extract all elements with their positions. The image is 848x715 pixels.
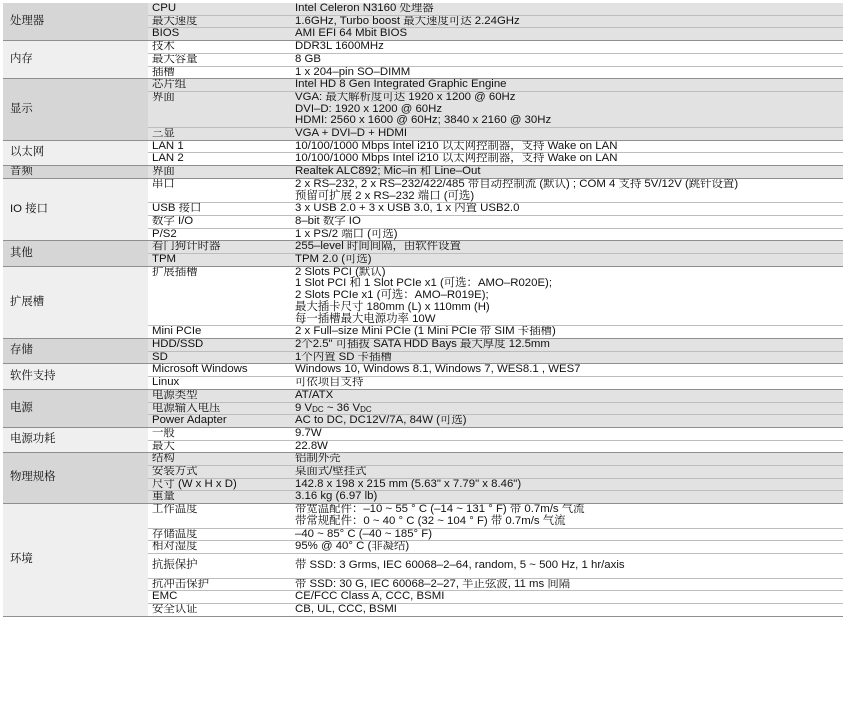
spec-value [291, 203, 843, 216]
spec-value [291, 591, 843, 604]
spec-value-text [295, 92, 840, 127]
spec-key-text: 结构 [152, 452, 175, 465]
spec-key-text: P/S2 [152, 228, 177, 240]
spec-value-text [295, 554, 840, 578]
spec-row [3, 241, 843, 254]
spec-value-text [295, 241, 840, 253]
spec-key-text: Linux [152, 376, 180, 389]
spec-value-line: 带常规配件：0 ~ 40 ° C (32 ~ 104 ° F) 带 0.7m/s 气流 [295, 514, 566, 527]
spec-value [291, 364, 843, 377]
spec-value-line: 1.6GHz, Turbo boost 最大速度可达 2.24GHz [295, 15, 520, 27]
spec-key [148, 66, 291, 79]
spec-value-line: VGA + DVI–D + HDMI [295, 127, 408, 140]
spec-value-text [295, 3, 840, 15]
spec-table [3, 3, 843, 617]
spec-value [291, 166, 843, 179]
spec-key-text: 安全认证 [152, 603, 198, 616]
spec-value [291, 504, 843, 528]
spec-value [291, 128, 843, 141]
section-label: 音频 [3, 166, 148, 179]
spec-row [3, 178, 843, 202]
spec-value-text [295, 16, 840, 28]
spec-key [148, 203, 291, 216]
spec-value-line: Intel HD 8 Gen Integrated Graphic Engine [295, 78, 507, 91]
spec-value [291, 140, 843, 153]
spec-row [3, 389, 843, 402]
spec-value-text [295, 579, 840, 591]
spec-value-line: AT/ATX [295, 389, 334, 401]
spec-value [291, 389, 843, 402]
spec-value-line: 22.8W [295, 440, 328, 452]
spec-key [148, 415, 291, 428]
spec-key-text: TPM [152, 253, 177, 266]
spec-value [291, 3, 843, 15]
spec-value-text [295, 166, 840, 178]
spec-value-text [295, 504, 840, 527]
spec-key-text: 最大容量 [152, 53, 198, 65]
spec-value [291, 241, 843, 254]
spec-value [291, 415, 843, 428]
spec-key [148, 364, 291, 377]
spec-value [291, 541, 843, 554]
spec-key-text: LAN 2 [152, 152, 184, 165]
spec-value-line: 8 GB [295, 53, 321, 65]
spec-value-line: DDR3L 1600MHz [295, 40, 384, 53]
spec-key-text: 安装方式 [152, 465, 198, 478]
spec-value-line: 10/100/1000 Mbps Intel i210 以太网控制器，支持 Wake on LAN [295, 140, 618, 152]
spec-value-text [295, 591, 840, 603]
spec-key-text: LAN 1 [152, 140, 184, 152]
spec-key [148, 28, 291, 41]
spec-value-line: 142.8 x 198 x 215 mm (5.63" x 7.79" x 8.46") [295, 478, 522, 490]
spec-key [148, 228, 291, 241]
spec-key [148, 338, 291, 351]
spec-value-text [295, 466, 840, 478]
spec-key-text: 电源输入电压 [152, 402, 221, 414]
spec-value [291, 338, 843, 351]
section-label: IO 接口 [3, 178, 148, 241]
spec-key-text: 最大速度 [152, 15, 198, 27]
spec-value-line: 每一插槽最大电源功率 10W [295, 312, 436, 325]
spec-value-text [295, 153, 840, 165]
spec-key [148, 377, 291, 390]
spec-value-line: 预留可扩展 2 x RS–232 端口 (可选) [295, 189, 475, 202]
section-label: 物理规格 [3, 453, 148, 504]
spec-value [291, 28, 843, 41]
spec-value-line: 1 Slot PCI 和 1 Slot PCIe x1 (可选：AMO–R020E); [295, 277, 553, 290]
voltage-subscript: DC [360, 404, 372, 414]
voltage-subscript: DC [312, 404, 324, 414]
spec-value-line: 3 x USB 2.0 + 3 x USB 3.0, 1 x 内置 USB2.0 [295, 202, 520, 215]
spec-key [148, 453, 291, 466]
spec-value-text [295, 28, 840, 40]
spec-value-line: 带 SSD: 3 Grms, IEC 60068–2–64, random, 5 ~ 500 Hz, 1 hr/axis [295, 558, 625, 571]
spec-value-line: 1 x 204–pin SO–DIMM [295, 66, 411, 78]
spec-key [148, 79, 291, 92]
spec-key-text: 存储温度 [152, 528, 198, 540]
spec-value-text [295, 453, 840, 465]
spec-key-text: 界面 [152, 91, 175, 103]
spec-key [148, 427, 291, 440]
spec-key [148, 91, 291, 127]
spec-key [148, 578, 291, 591]
spec-value-text [295, 267, 840, 326]
voltage-text: 9 V [295, 402, 313, 414]
spec-key-text: 插槽 [152, 66, 175, 78]
spec-value-line: 2 Slots PCI (默认) [295, 266, 386, 278]
spec-value-text [295, 67, 840, 79]
spec-key [148, 504, 291, 528]
spec-value [291, 453, 843, 466]
spec-value-line: CB, UL, CCC, BSMI [295, 603, 397, 616]
spec-row [3, 140, 843, 153]
spec-value-line: 铝制外壳 [295, 452, 341, 465]
spec-key [148, 3, 291, 15]
spec-value-line: VGA: 最大解析度可达 1920 x 1200 @ 60Hz [295, 91, 516, 103]
section-label: 其他 [3, 241, 148, 266]
spec-key [148, 351, 291, 364]
spec-value [291, 377, 843, 390]
spec-value [291, 578, 843, 591]
spec-key [148, 266, 291, 326]
spec-key-text: 重量 [152, 490, 175, 503]
spec-key [148, 440, 291, 453]
spec-value-text [295, 216, 840, 228]
spec-value-text [295, 529, 840, 541]
spec-value-line: Realtek ALC892; Mic–in 和 Line–Out [295, 165, 481, 178]
spec-value [291, 228, 843, 241]
spec-value-text [295, 179, 840, 202]
spec-key-text: 抗冲击保护 [152, 578, 209, 590]
spec-value [291, 266, 843, 326]
spec-row [3, 166, 843, 179]
spec-row [3, 41, 843, 54]
spec-value-line: 2个2.5" 可插拔 SATA HDD Bays 最大厚度 12.5mm [295, 338, 550, 350]
spec-key-text: 看门狗计时器 [152, 240, 221, 253]
spec-row [3, 79, 843, 92]
spec-key [148, 15, 291, 28]
spec-value-line: 带 SSD: 30 G, IEC 60068–2–27, 半正弦波, 11 ms 间隔 [295, 578, 571, 590]
spec-value-line: 2 Slots PCIe x1 (可选：AMO–R019E); [295, 289, 489, 302]
spec-key-text: 数字 I/O [152, 215, 194, 227]
section-label: 内存 [3, 41, 148, 79]
spec-value [291, 427, 843, 440]
spec-key [148, 166, 291, 179]
spec-value [291, 153, 843, 166]
spec-value [291, 53, 843, 66]
spec-value-text [295, 390, 840, 402]
spec-key-text: HDD/SSD [152, 338, 204, 350]
spec-key [148, 215, 291, 228]
section-label: 电源功耗 [3, 427, 148, 452]
spec-key-text: 抗振保护 [152, 558, 198, 571]
spec-key [148, 491, 291, 504]
spec-key-text: 电源类型 [152, 389, 198, 401]
spec-row [3, 453, 843, 466]
spec-value-line: AMI EFI 64 Mbit BIOS [295, 27, 408, 40]
spec-value-line: 最大插卡尺寸 180mm (L) x 110mm (H) [295, 300, 490, 313]
spec-value-line: 9.7W [295, 427, 322, 439]
spec-value-text [295, 364, 840, 376]
spec-row [3, 364, 843, 377]
spec-value-line: 1个内置 SD 卡插槽 [295, 351, 392, 363]
spec-value-line: 2 x RS–232, 2 x RS–232/422/485 带自动控制流 (默认) ; COM 4 支持 5V/12V (跳针设置) [295, 178, 739, 190]
spec-key-text: 三显 [152, 127, 175, 140]
spec-value [291, 351, 843, 364]
spec-key-text: 扩展插槽 [152, 266, 198, 278]
spec-key [148, 478, 291, 491]
spec-value-text [295, 491, 840, 503]
spec-value-text [295, 203, 840, 215]
spec-key [148, 128, 291, 141]
spec-value-text [295, 541, 840, 553]
spec-key-text: 芯片组 [152, 78, 187, 91]
spec-value [291, 254, 843, 267]
spec-key [148, 41, 291, 54]
spec-key-text: 工作温度 [152, 503, 198, 516]
spec-value-line: CE/FCC Class A, CCC, BSMI [295, 590, 445, 603]
spec-key-text: 尺寸 (W x H x D) [152, 478, 237, 490]
section-label: 存储 [3, 338, 148, 363]
spec-key [148, 541, 291, 554]
spec-key [148, 604, 291, 617]
spec-value [291, 491, 843, 504]
section-label: 以太网 [3, 140, 148, 165]
spec-value-text [295, 326, 840, 338]
spec-row [3, 266, 843, 326]
spec-key-text: SD [152, 351, 168, 363]
spec-value-text [295, 128, 840, 140]
spec-key [148, 591, 291, 604]
spec-value-text [295, 141, 840, 153]
spec-value-line: 8–bit 数字 IO [295, 215, 361, 227]
spec-value [291, 478, 843, 491]
spec-value-text [295, 352, 840, 364]
spec-value [291, 528, 843, 541]
spec-value-text [295, 229, 840, 241]
spec-key [148, 402, 291, 415]
spec-key-text: EMC [152, 590, 178, 603]
spec-value [291, 553, 843, 578]
spec-value-text [295, 604, 840, 616]
spec-row [3, 3, 843, 15]
spec-value-text [295, 403, 840, 415]
spec-key [148, 254, 291, 267]
spec-value [291, 215, 843, 228]
spec-key-text: USB 接口 [152, 202, 202, 215]
spec-value [291, 326, 843, 339]
spec-key-text: Mini PCIe [152, 325, 202, 338]
spec-value-text [295, 254, 840, 266]
spec-key [148, 140, 291, 153]
spec-key-text: 技术 [152, 40, 175, 53]
spec-key [148, 178, 291, 202]
spec-value-text [295, 79, 840, 91]
spec-key-text: Power Adapter [152, 414, 227, 427]
spec-key-text: BIOS [152, 27, 180, 40]
section-label: 软件支持 [3, 364, 148, 389]
spec-key [148, 528, 291, 541]
spec-key [148, 466, 291, 479]
spec-value-line: 10/100/1000 Mbps Intel i210 以太网控制器，支持 Wake on LAN [295, 152, 618, 165]
section-label: 显示 [3, 79, 148, 141]
spec-key-text: 界面 [152, 165, 175, 178]
spec-key-text: 相对湿度 [152, 540, 198, 553]
spec-value-text [295, 54, 840, 66]
spec-key [148, 241, 291, 254]
spec-value-text [295, 441, 840, 453]
spec-key [148, 326, 291, 339]
spec-key-text: 串口 [152, 178, 175, 190]
spec-row [3, 338, 843, 351]
spec-key-text: CPU [152, 3, 177, 14]
section-label: 电源 [3, 389, 148, 427]
spec-value-text [295, 377, 840, 389]
spec-key-text: 一般 [152, 427, 175, 439]
spec-table-body [3, 3, 843, 616]
spec-value-line: TPM 2.0 (可选) [295, 253, 372, 266]
spec-value-line: 255–level 时间间隔，由软件设置 [295, 240, 461, 253]
spec-value [291, 178, 843, 202]
spec-value-line: DVI–D: 1920 x 1200 @ 60Hz [295, 102, 443, 115]
spec-value-line: 桌面式/壁挂式 [295, 465, 367, 478]
spec-value-text [295, 41, 840, 53]
spec-value-line: 带宽温配件：–10 ~ 55 ° C (–14 ~ 131 ° F) 带 0.7m/s 气流 [295, 503, 585, 516]
voltage-text: ~ 36 V [323, 402, 361, 414]
spec-value-line: 3.16 kg (6.97 lb) [295, 490, 378, 503]
section-label: 环境 [3, 504, 148, 617]
spec-key [148, 553, 291, 578]
spec-value-line: 可依项目支持 [295, 376, 364, 389]
spec-value [291, 15, 843, 28]
spec-key-text: 最大 [152, 440, 175, 452]
spec-value-line: HDMI: 2560 x 1600 @ 60Hz; 3840 x 2160 @ 30Hz [295, 114, 552, 127]
spec-value-line: 1 x PS/2 端口 (可选) [295, 228, 398, 240]
spec-key [148, 389, 291, 402]
spec-value-line: Intel Celeron N3160 处理器 [295, 3, 434, 14]
spec-value [291, 41, 843, 54]
spec-row [3, 504, 843, 528]
spec-value-text [295, 415, 840, 427]
spec-key [148, 53, 291, 66]
spec-row [3, 427, 843, 440]
spec-value [291, 402, 843, 415]
spec-value [291, 79, 843, 92]
spec-value-line: 95% @ 40° C (非凝结) [295, 540, 410, 553]
spec-key-text: Microsoft Windows [152, 363, 248, 376]
spec-value [291, 604, 843, 617]
spec-value [291, 66, 843, 79]
spec-value [291, 440, 843, 453]
spec-value-text [295, 428, 840, 440]
spec-value-line: 2 x Full–size Mini PCIe (1 Mini PCIe 带 SIM 卡插槽) [295, 325, 556, 338]
spec-value-line: Windows 10, Windows 8.1, Windows 7, WES8.1 , WES7 [295, 363, 581, 376]
spec-value [291, 91, 843, 127]
spec-value [291, 466, 843, 479]
spec-key [148, 153, 291, 166]
spec-value-text [295, 339, 840, 351]
spec-value-text [295, 479, 840, 491]
section-label: 扩展槽 [3, 266, 148, 338]
spec-value-line: AC to DC, DC12V/7A, 84W (可选) [295, 414, 467, 427]
spec-value-line: –40 ~ 85° C (–40 ~ 185° F) [295, 528, 433, 540]
section-label: 处理器 [3, 3, 148, 41]
